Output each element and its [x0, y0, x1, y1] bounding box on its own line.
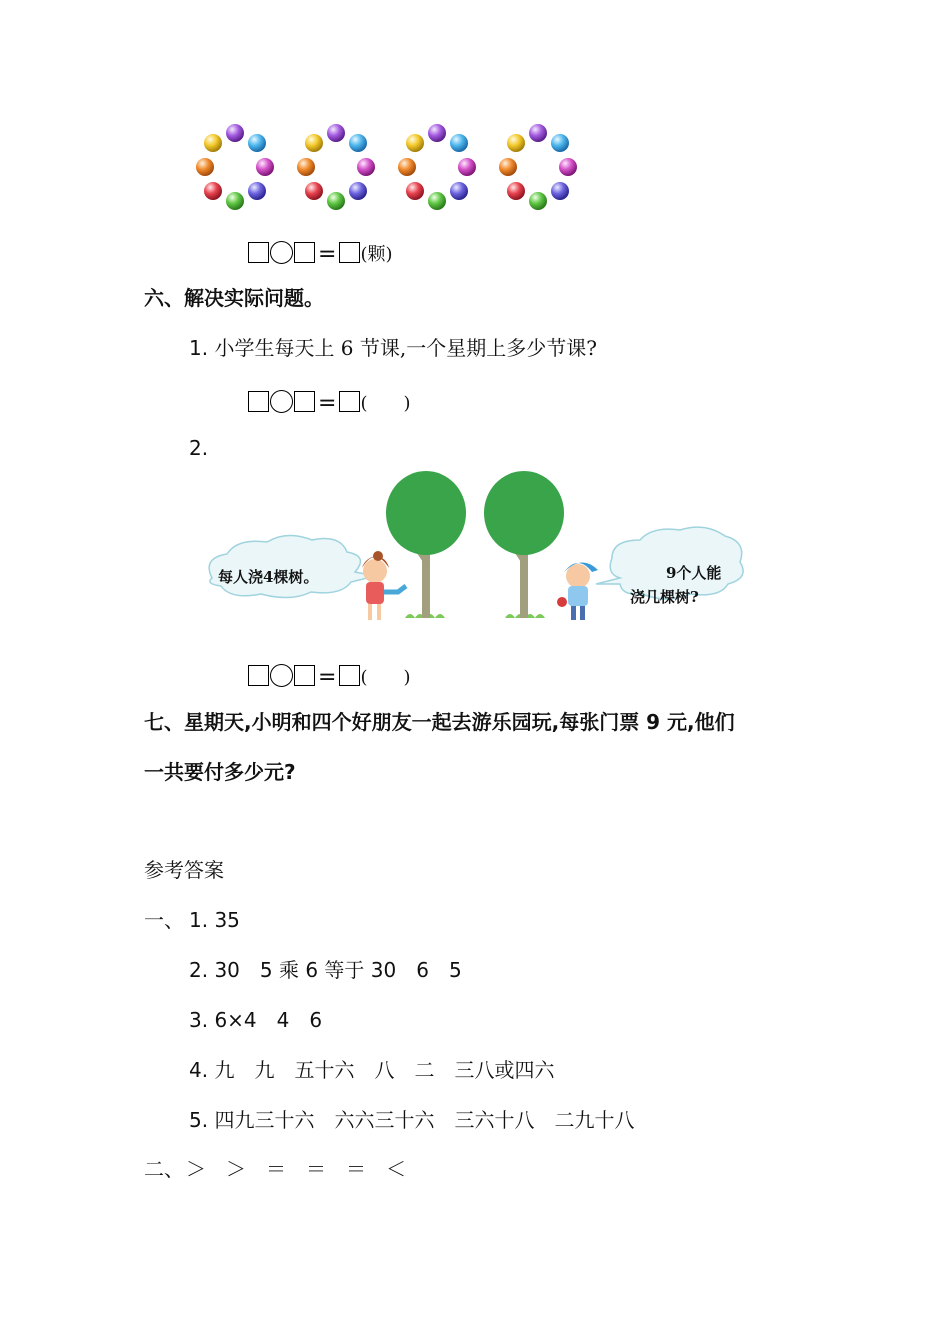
- answer-1-4: 4. 九 九 五十六 八 二 三八或四六: [189, 1058, 555, 1082]
- answer-box[interactable]: [339, 665, 360, 686]
- answer-1-5: 5. 四九三十六 六六三十六 三六十八 二九十八: [189, 1108, 635, 1132]
- formula-q2: = ( ): [248, 663, 410, 691]
- trees-illustration: [200, 468, 750, 628]
- answer-box[interactable]: [339, 391, 360, 412]
- speech-bubble-right-line2: 浇几棵树?: [630, 588, 699, 606]
- answer-box[interactable]: [294, 242, 315, 263]
- question-2-number: 2.: [189, 436, 209, 460]
- answers-part2-label: 二、: [144, 1157, 184, 1181]
- section-7-line-1: 七、星期天,小明和四个好朋友一起去游乐园玩,每张门票 9 元,他们: [144, 710, 735, 734]
- formula-beads: = (颗): [248, 240, 392, 268]
- speech-bubble-right-line1: 9个人能: [666, 564, 722, 582]
- answers-part1-label: 一、: [144, 908, 184, 932]
- answer-box[interactable]: [248, 391, 269, 412]
- formula-unit: ( ): [360, 393, 411, 414]
- answer-box[interactable]: [248, 665, 269, 686]
- answer-box[interactable]: [339, 242, 360, 263]
- answer-box[interactable]: [248, 242, 269, 263]
- question-text: 小学生每天上 6 节课,一个星期上多少节课?: [214, 336, 597, 360]
- question-number: 1.: [189, 336, 209, 360]
- bead-rings-picture: [185, 118, 585, 213]
- question-1: [189, 336, 597, 360]
- operator-circle[interactable]: [270, 241, 293, 264]
- answer-2: ＞ ＞ ＝ ＝ ＝ ＜: [186, 1157, 406, 1181]
- operator-circle[interactable]: [270, 390, 293, 413]
- answers-title: 参考答案: [144, 858, 224, 882]
- answer-1-1: 1. 35: [189, 908, 240, 932]
- section-7-line-2: 一共要付多少元?: [144, 760, 296, 784]
- answer-1-2: 2. 30 5 乘 6 等于 30 6 5: [189, 958, 462, 982]
- speech-bubble-left: 每人浇4棵树。: [218, 568, 319, 586]
- operator-circle[interactable]: [270, 664, 293, 687]
- formula-unit: ( ): [360, 667, 411, 688]
- formula-q1: = ( ): [248, 389, 410, 417]
- section-title: 六、解决实际问题。: [144, 286, 324, 310]
- answer-1-3: 3. 6×4 4 6: [189, 1008, 323, 1032]
- formula-unit: (颗): [360, 244, 393, 265]
- answer-box[interactable]: [294, 391, 315, 412]
- answer-box[interactable]: [294, 665, 315, 686]
